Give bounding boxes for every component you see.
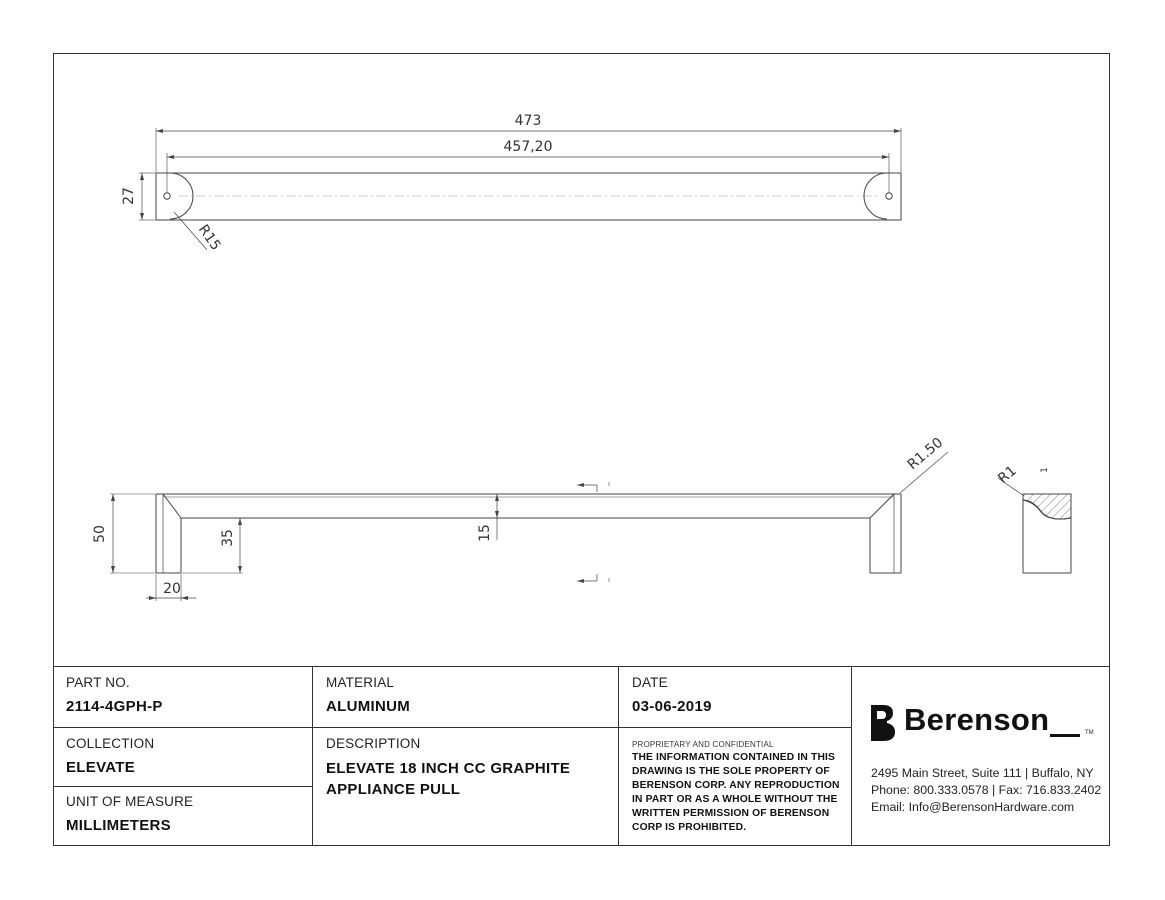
collection-value: ELEVATE: [66, 759, 136, 776]
title-block-col-line-3: [851, 666, 852, 846]
description-value: ELEVATE 18 INCH CC GRAPHITE APPLIANCE PULL: [326, 760, 571, 798]
material-value: ALUMINUM: [326, 698, 411, 715]
unit-label: UNIT OF MEASURE: [66, 794, 194, 809]
dim-edge-radius: R1.50: [904, 434, 947, 474]
unit-value: MILLIMETERS: [66, 817, 171, 834]
dim-bar-thickness: 15: [477, 524, 493, 542]
dim-center-to-center: 457,20: [503, 139, 553, 155]
trademark-mark: TM: [1085, 730, 1094, 736]
part-no-label: PART NO.: [66, 675, 130, 690]
proprietary-heading: PROPRIETARY AND CONFIDENTIAL: [632, 740, 774, 749]
company-email: Email: Info@BerensonHardware.com: [871, 800, 1075, 814]
berenson-b-logo-icon: [871, 705, 895, 741]
dim-post-width: 20: [163, 581, 181, 597]
title-block-top-line: [53, 666, 1110, 667]
material-label: MATERIAL: [326, 675, 395, 690]
description-label: DESCRIPTION: [326, 736, 421, 751]
company-name: Berenson: [904, 702, 1050, 737]
title-block-col-line-2: [618, 666, 619, 846]
collection-label: COLLECTION: [66, 736, 155, 751]
section-mark: 1: [1040, 467, 1050, 473]
dim-radius-top: R15: [194, 221, 224, 254]
date-label: DATE: [632, 675, 668, 690]
title-block-row-line-2: [53, 786, 313, 787]
brand-underline: [1050, 734, 1080, 737]
dim-post-height: 35: [220, 529, 236, 547]
dim-height-top: 27: [121, 187, 137, 205]
dim-side-height: 50: [92, 525, 108, 543]
part-no-value: 2114-4GPH-P: [66, 698, 163, 715]
company-address: 2495 Main Street, Suite 111 | Buffalo, NY: [871, 766, 1094, 780]
title-block-col-line-1: [312, 666, 313, 846]
dim-section-radius: R1: [995, 462, 1020, 488]
company-phone-fax: Phone: 800.333.0578 | Fax: 716.833.2402: [871, 783, 1102, 797]
dim-overall-length: 473: [514, 113, 542, 129]
proprietary-notice: THE INFORMATION CONTAINED IN THIS DRAWING IS THE SOLE PROPERTY OF BERENSON CORP. ANY REPRODUCTION IN PART OR AS A WHOLE WITHOUT THE WRITTEN PERMISSION OF BERENSON CORP IS PROHIBITED.: [632, 752, 840, 833]
title-block-row-line-1: [53, 727, 852, 728]
date-value: 03-06-2019: [632, 698, 712, 715]
